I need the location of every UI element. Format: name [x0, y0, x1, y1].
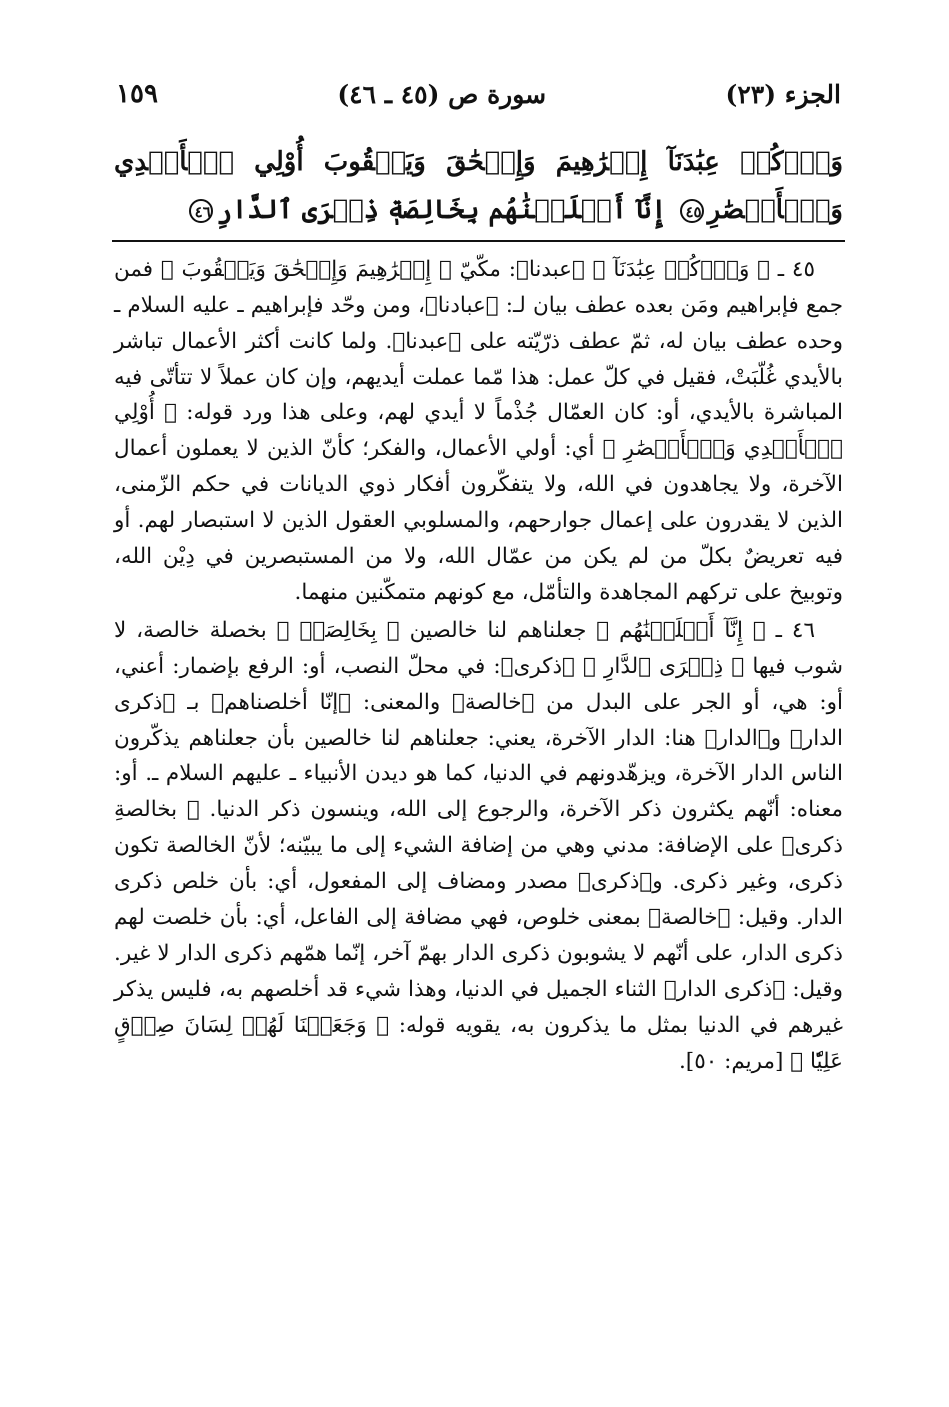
commentary-verse-46: ٤٦ ـ ﴿ إِنَّآ أَخۡلَصۡنَٰهُم ﴾ جعلناهم لنا خالصين ﴿ بِخَالِصَةٖ ﴾ بخصلة خالصة، لا شوب فيها ﴿ ذِكۡرَى ٱلدَّارِ ﴾ ﴿ذكرى﴾: في محلّ النصب، أو: الرفع بإضمار: أعني، أو: هي، أو الجر على البدل من ﴿خالصة﴾ والمعنى: ﴿إنّا أخلصناهم﴾ بـ ﴿ذكرى الدار﴾ و﴿الدار﴾ هنا: الدار الآخرة، يعني: جعلناهم لنا خالصين بأن جعلناهم يذكّرون الناس الدار الآخرة، ويزهّدونهم في الدنيا، كما هو ديدن الأنبياء ـ عليهم السلام ـ. أو: معناه: أنّهم يكثرون ذكر الآخرة، والرجوع إلى الله، وينسون ذكر الدنيا. ﴿ بخالصةِ ذكرى﴾ على الإضافة: مدني وهي من إضافة الشيء إلى ما يبيّنه؛ لأنّ الخالصة تكون ذكرى، وغير ذكرى. و﴿ذكرى﴾ مصدر ومضاف إلى المفعول، أي: بأن خلص ذكرى الدار. وقيل: ﴿خالصة﴾ بمعنى خلوص، فهي مضافة إلى الفاعل، أي: بأن خلصت لهم ذكرى الدار، على أنّهم لا يشوبون ذكرى الدار بهمّ آخر، إنّما همّهم ذكرى الدار لا غير. وقيل: ﴿ذكرى الدار﴾ الثناء الجميل في الدنيا، وهذا شيء قد أخلصهم به، فليس يذكر غيرهم في الدنيا بمثل ما يذكرون به، يقويه قوله: ﴿ وَجَعَلۡنَا لَهُمۡ لِسَانَ صِدۡقٍ عَلِيّٗا ﴾ [مريم: ٥٠]. — [114, 617, 843, 1074]
page-number: ١٥٩ — [116, 79, 158, 109]
page-header — [112, 78, 845, 116]
tafsir-commentary — [112, 252, 845, 1080]
verse-45-text: وَٱذۡكُرۡ عِبَٰدَنَآ إِبۡرَٰهِيمَ وَإِسۡحَٰقَ وَيَعۡقُوبَ أُوْلِي ٱلۡأَيۡدِي وَٱلۡأَبۡصَٰرِ — [114, 146, 843, 225]
commentary-verse-45: ٤٥ ـ ﴿ وَٱذۡكُرۡ عِبَٰدَنَآ ﴾ ﴿عبدنا﴾: مكّيّ ﴿ إِبۡرَٰهِيمَ وَإِسۡحَٰقَ وَيَعۡقُوبَ ﴾ فمن جمع فإبراهيم ومَن بعده عطف بيان لـ: ﴿عبادنا﴾، ومن وحّد فإبراهيم ـ عليه السلام ـ وحده عطف بيان له، ثمّ عطف ذرّيّته على ﴿عبدنا﴾. ولما كانت أكثر الأعمال تباشر بالأيدي غُلّبَتْ، فقيل في كلّ عمل: هذا مّما عملت أيديهم، وإن كان عملاً لا تتأتّى فيه المباشرة بالأيدي، أو: كان العمّال جُذْماً لا أيدي لهم، وعلى هذا ورد قوله: ﴿ أُوْلِي ٱلۡأَيۡدِي وَٱلۡأَبۡصَٰرِ ﴾ أي: أولي الأعمال، والفكر؛ كأنّ الذين لا يعملون أعمال الآخرة، ولا يجاهدون في الله، ولا يتفكّرون أفكار ذوي الديانات في حكم الزّمنى، الذين لا يقدرون على إعمال جوارحهم، والمسلوبي العقول الذين لا استبصار لهم. أو فيه تعريضٌ بكلّ من لم يكن من عمّال الله، ولا من المستبصرين في دِيْن الله، وتوبيخ على تركهم المجاهدة والتأمّل، مع كونهم متمكّنين منهما. — [114, 256, 843, 605]
surah-label: سورة ص (٤٥ ـ ٤٦) — [337, 80, 547, 110]
verse-46-text: إِنَّآ أَخۡلَصۡنَٰهُم بِخَالِصَةٖ ذِكۡرَى ٱلدَّارِ — [216, 194, 667, 225]
ayah-number-45: ٤٥ — [680, 199, 704, 223]
ayah-number-46: ٤٦ — [189, 199, 213, 223]
quran-verses — [112, 138, 845, 234]
verse-divider — [112, 240, 845, 242]
juz-label: الجزء (٢٣) — [725, 80, 841, 110]
